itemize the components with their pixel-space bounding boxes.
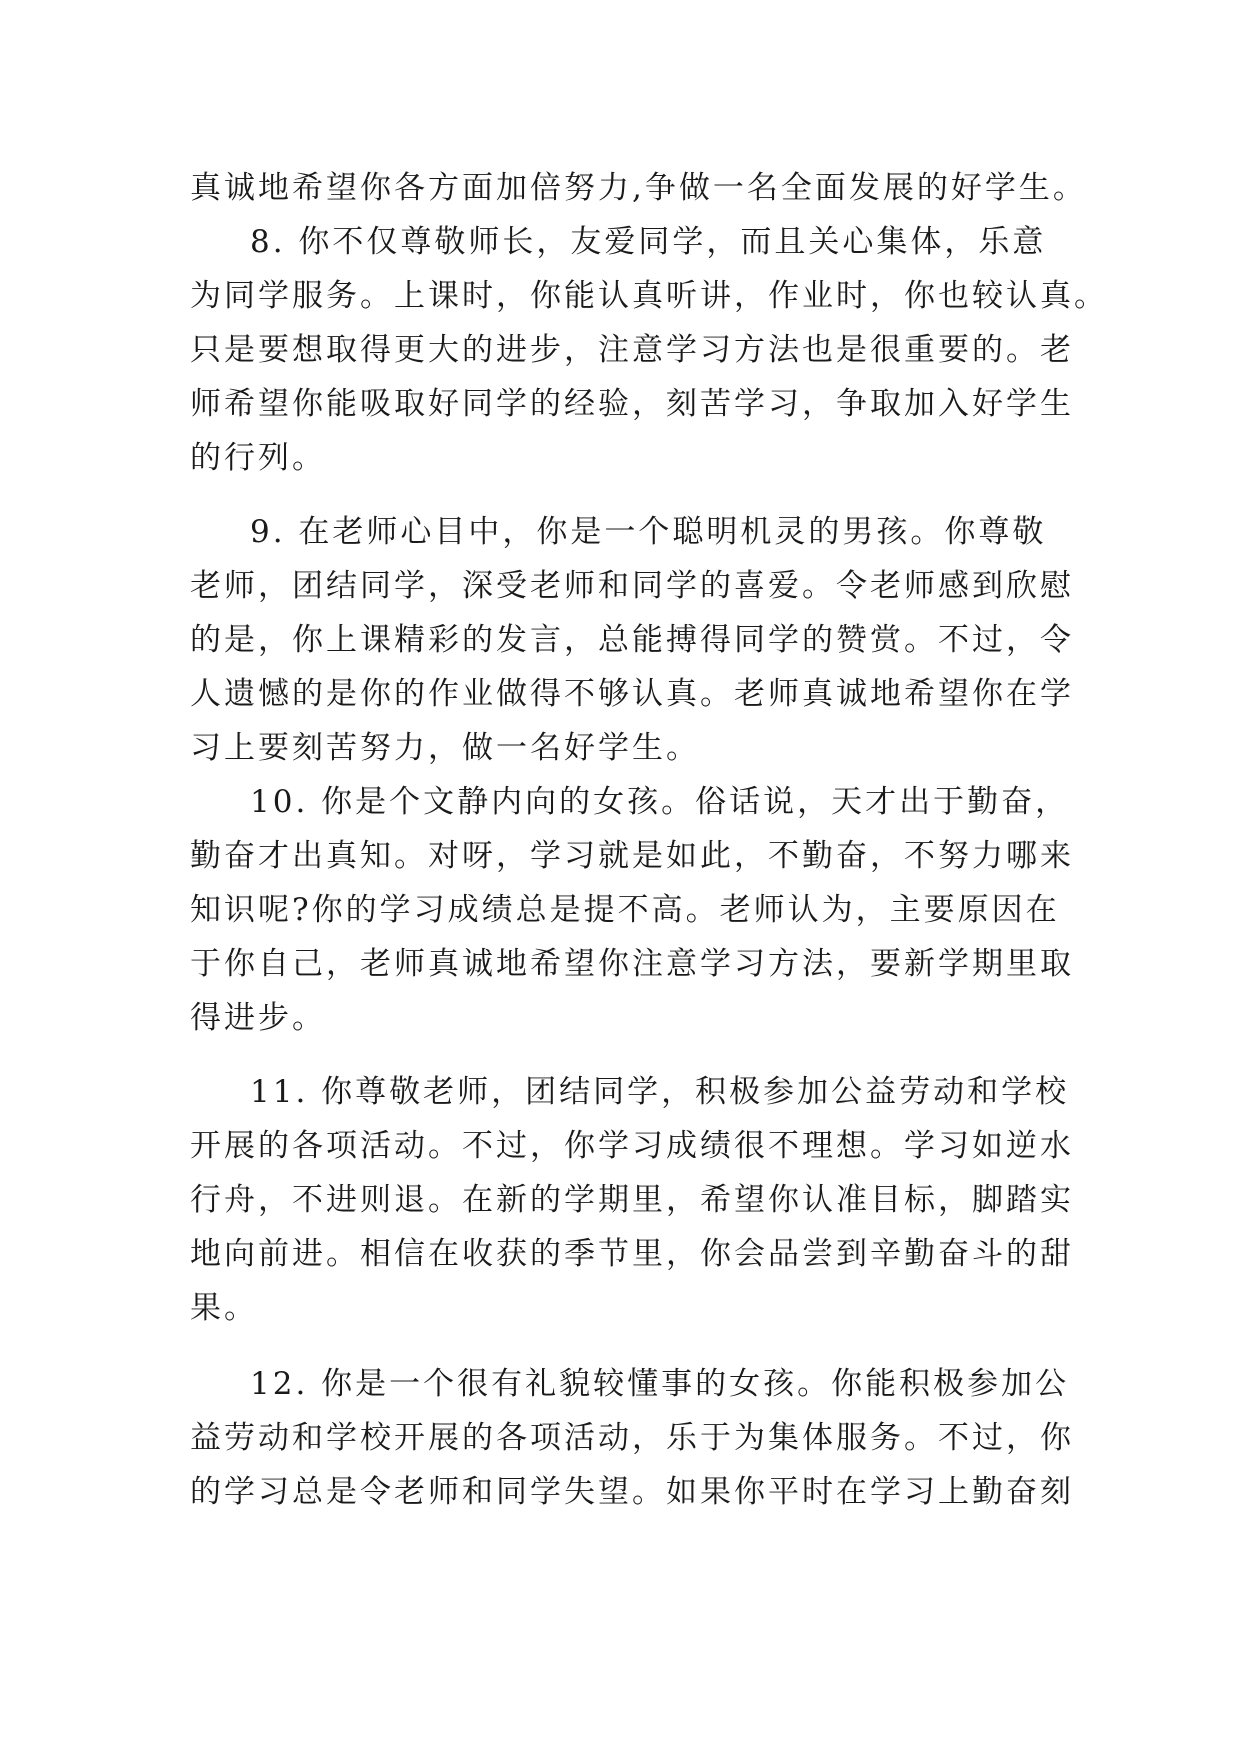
- text-line: 9. 在老师心目中，你是一个聪明机灵的男孩。你尊敬: [250, 514, 1047, 550]
- text-line: 勤奋才出真知。对呀，学习就是如此，不勤奋，不努力哪来: [190, 838, 1074, 874]
- text-line: 于你自己，老师真诚地希望你注意学习方法，要新学期里取: [190, 946, 1074, 982]
- text-line: 得进步。: [190, 1000, 326, 1036]
- text-line: 12. 你是一个很有礼貌较懂事的女孩。你能积极参加公: [250, 1366, 1070, 1402]
- text-line: 10. 你是个文静内向的女孩。俗话说，天才出于勤奋，: [250, 784, 1070, 820]
- text-line: 果。: [190, 1290, 258, 1326]
- text-line: 行舟，不进则退。在新的学期里，希望你认准目标，脚踏实: [190, 1182, 1074, 1218]
- text-line: 8. 你不仅尊敬师长，友爱同学，而且关心集体，乐意: [250, 224, 1047, 260]
- text-line: 知识呢?你的学习成绩总是提不高。老师认为，主要原因在: [190, 892, 1060, 928]
- text-line: 益劳动和学校开展的各项活动，乐于为集体服务。不过，你: [190, 1420, 1074, 1456]
- text-line: 师希望你能吸取好同学的经验，刻苦学习，争取加入好学生: [190, 386, 1074, 422]
- text-line: 人遗憾的是你的作业做得不够认真。老师真诚地希望你在学: [190, 676, 1074, 712]
- text-line: 为同学服务。上课时，你能认真听讲，作业时，你也较认真。: [190, 278, 1108, 314]
- text-line: 的学习总是令老师和同学失望。如果你平时在学习上勤奋刻: [190, 1474, 1074, 1510]
- text-line: 老师，团结同学，深受老师和同学的喜爱。令老师感到欣慰: [190, 568, 1074, 604]
- text-line: 习上要刻苦努力，做一名好学生。: [190, 730, 700, 766]
- text-line: 只是要想取得更大的进步，注意学习方法也是很重要的。老: [190, 332, 1074, 368]
- text-line: 地向前进。相信在收获的季节里，你会品尝到辛勤奋斗的甜: [190, 1236, 1074, 1272]
- text-line: 开展的各项活动。不过，你学习成绩很不理想。学习如逆水: [190, 1128, 1074, 1164]
- text-line: 11. 你尊敬老师，团结同学，积极参加公益劳动和学校: [250, 1074, 1070, 1110]
- text-line: 的行列。: [190, 440, 326, 476]
- text-line: 的是，你上课精彩的发言，总能搏得同学的赞赏。不过，令: [190, 622, 1074, 658]
- text-line: 真诚地希望你各方面加倍努力,争做一名全面发展的好学生。: [190, 170, 1087, 206]
